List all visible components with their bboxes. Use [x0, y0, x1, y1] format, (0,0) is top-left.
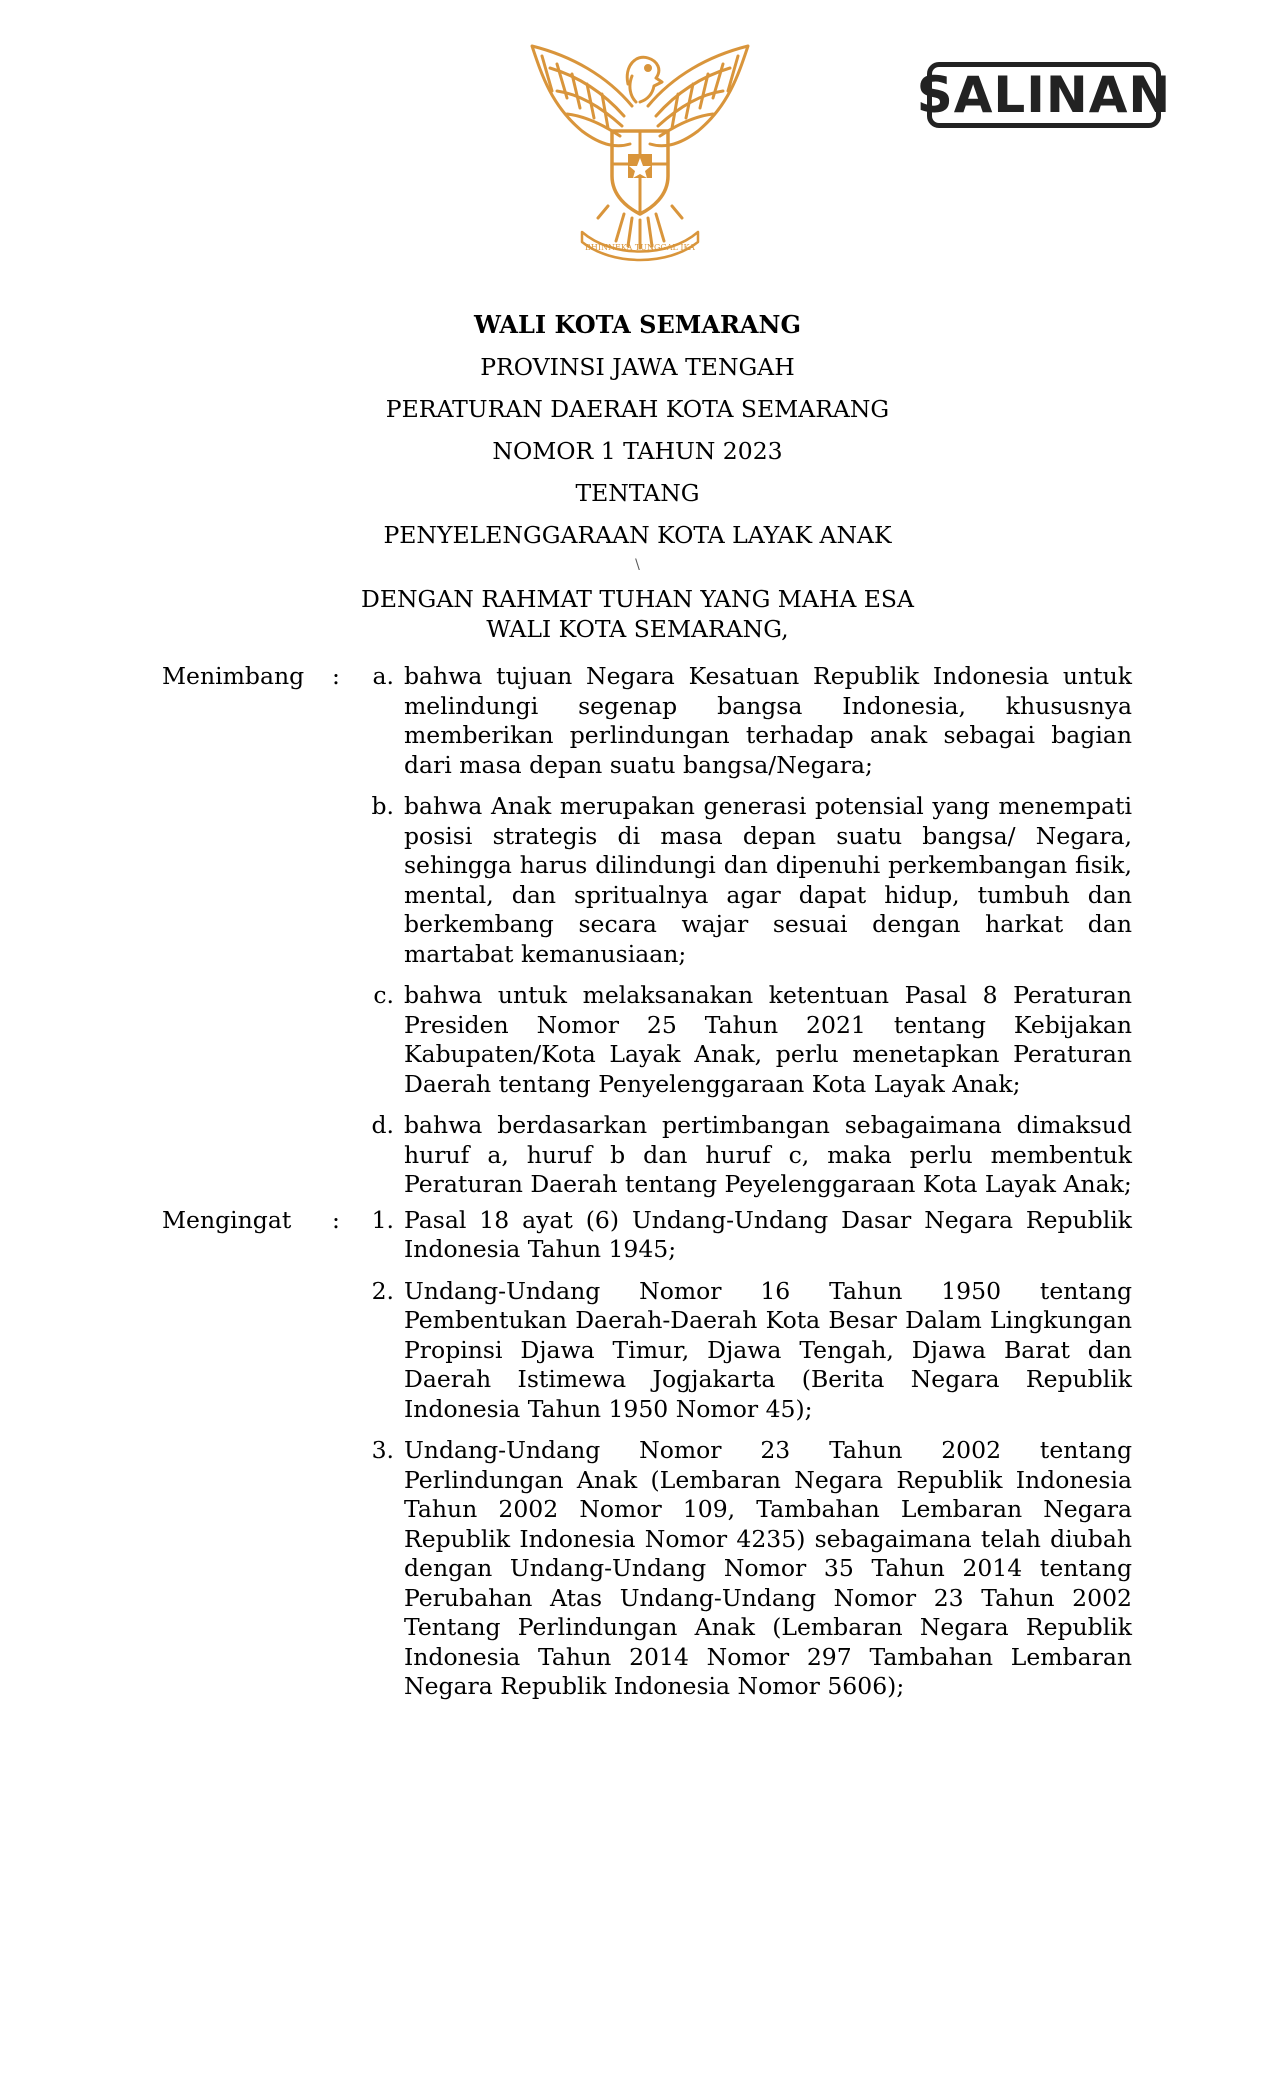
- list-item: [360, 981, 1132, 1099]
- item-marker: 3.: [371, 1436, 394, 1464]
- about-line: TENTANG: [575, 479, 700, 507]
- authority-line: WALI KOTA SEMARANG,: [486, 615, 789, 643]
- item-text: Undang-Undang Nomor 23 Tahun 2002 tentang Perlindungan Anak (Lembaran Negara Republik Indonesia Tahun 2002 Nomor 109, Tambahan Lembaran Negara Republik Indonesia Nomor 4235) sebagaimana telah diubah dengan Undang-Undang Nomor 35 Tahun 2014 tentang Perubahan Atas Undang-Undang Nomor 23 Tahun 2002 Tentang Perlindungan Anak (Lembaran Negara Republik Indonesia Tahun 2014 Nomor 297 Tambahan Lembaran Negara Republik Indonesia Nomor 5606);: [404, 1436, 1132, 1700]
- mengingat-items: [360, 1206, 1132, 1714]
- item-marker: a.: [372, 662, 394, 690]
- motto-text: BHINNEKA TUNGGAL IKA: [585, 243, 695, 252]
- item-text: Pasal 18 ayat (6) Undang-Undang Dasar Negara Republik Indonesia Tahun 1945;: [404, 1205, 1132, 1263]
- list-item: [360, 662, 1132, 780]
- section-label: Mengingat: [162, 1205, 292, 1234]
- item-marker: 1.: [371, 1205, 394, 1234]
- list-item: [360, 1436, 1132, 1702]
- grace-line: DENGAN RAHMAT TUHAN YANG MAHA ESA: [360, 585, 915, 613]
- subject-line: PENYELENGGARAAN KOTA LAYAK ANAK: [383, 521, 892, 549]
- garuda-pancasila-emblem: [512, 36, 768, 264]
- item-marker: d.: [371, 1111, 394, 1139]
- province-line: PROVINSI JAWA TENGAH: [480, 353, 795, 381]
- section-colon: :: [332, 662, 340, 690]
- item-marker: 2.: [371, 1276, 394, 1305]
- item-marker: c.: [373, 981, 394, 1009]
- number-line: NOMOR 1 TAHUN 2023: [492, 437, 783, 465]
- list-item: [360, 1206, 1132, 1265]
- document-header: [0, 304, 1275, 644]
- list-item: [360, 1111, 1132, 1200]
- item-text: bahwa Anak merupakan generasi potensial yang menempati posisi strategis di masa depan suatu bangsa/ Negara, sehingga harus dilindungi dan dipenuhi perkembangan fisik, mental, dan spritualnya agar dapat hidup, tumbuh dan berkembang secara wajar sesuai dengan harkat dan martabat kemanusiaan;: [404, 792, 1132, 968]
- section-colon: :: [332, 1205, 340, 1234]
- item-text: bahwa tujuan Negara Kesatuan Republik Indonesia untuk melindungi segenap bangsa Indonesia, khususnya memberikan perlindungan terhadap anak sebagai bagian dari masa depan suatu bangsa/Negara;: [404, 662, 1132, 779]
- item-text: bahwa berdasarkan pertimbangan sebagaimana dimaksud huruf a, huruf b dan huruf c, maka perlu membentuk Peraturan Daerah tentang Peyelenggaraan Kota Layak Anak;: [404, 1111, 1132, 1198]
- document-body: [162, 662, 1132, 1714]
- section-label: Menimbang: [162, 662, 305, 690]
- item-text: Undang-Undang Nomor 16 Tahun 1950 tentang Pembentukan Daerah-Daerah Kota Besar Dalam Lingkungan Propinsi Djawa Timur, Djawa Tengah, Djawa Barat dan Daerah Istimewa Jogjakarta (Berita Negara Republik Indonesia Tahun 1950 Nomor 45);: [404, 1276, 1132, 1423]
- stray-mark: \: [635, 557, 640, 573]
- menimbang-section: [162, 662, 1132, 1206]
- list-item: [360, 792, 1132, 969]
- mengingat-section: [162, 1206, 1132, 1714]
- item-text: bahwa untuk melaksanakan ketentuan Pasal 8 Peraturan Presiden Nomor 25 Tahun 2021 tentang Kebijakan Kabupaten/Kota Layak Anak, perlu menetapkan Peraturan Daerah tentang Penyelenggaraan Kota Layak Anak;: [404, 981, 1132, 1098]
- regulation-line: PERATURAN DAERAH KOTA SEMARANG: [385, 395, 890, 423]
- page-title: WALI KOTA SEMARANG: [474, 310, 801, 339]
- list-item: [360, 1277, 1132, 1425]
- salinan-stamp: SALINAN: [927, 62, 1161, 128]
- menimbang-items: [360, 662, 1132, 1206]
- item-marker: b.: [371, 792, 394, 820]
